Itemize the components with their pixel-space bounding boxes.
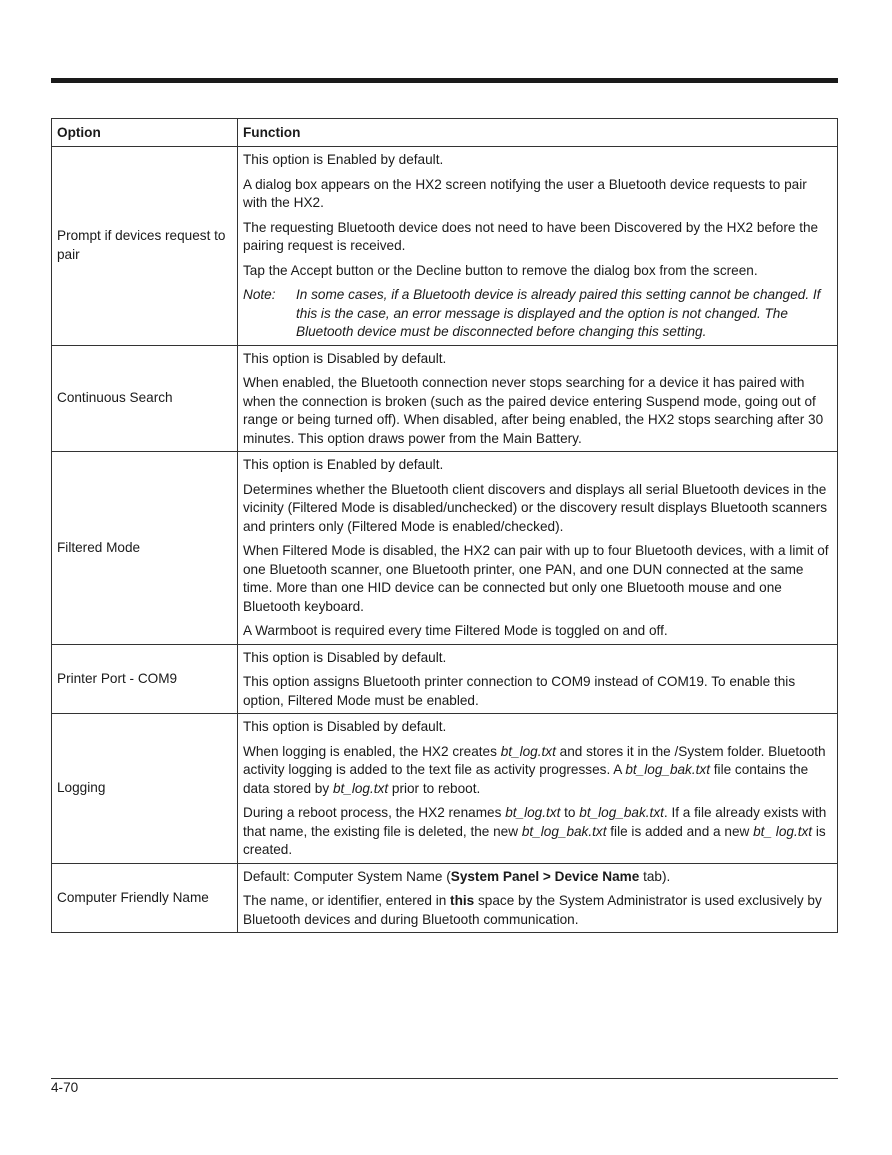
text-run: and stores it in the /System folder. Bluetooth activity logging is added to the text file as activity progresses. A [243, 743, 826, 777]
paragraph [243, 743, 833, 799]
option-name: Filtered Mode [52, 452, 238, 645]
note [243, 286, 833, 342]
paragraph: When enabled, the Bluetooth connection never stops searching for a device it has paired with when the connection is broken (such as the paired device entering Suspend mode, going out of range or being turned off). When disabled, after being enabled, the HX2 stops searching after 30 minutes. This option draws power from the Main Battery. [243, 375, 824, 446]
note-text: In some cases, if a Bluetooth device is already paired this setting cannot be changed. If this is the case, an error message is displayed and the option is not changed. The Bluetooth device must be disconnected before changing this setting. [296, 287, 821, 339]
paragraph: A dialog box appears on the HX2 screen notifying the user a Bluetooth device requests to pair with the HX2. [243, 176, 807, 210]
filename: bt_log_bak.txt [579, 805, 664, 820]
text-run: space by the System Administrator is used exclusively by Bluetooth devices and during Bluetooth communication. [243, 893, 822, 927]
function-cell [238, 863, 838, 933]
option-name: Computer Friendly Name [52, 863, 238, 933]
menu-path: System Panel > Device Name [450, 868, 640, 884]
paragraph: This option is Disabled by default. [243, 649, 447, 665]
paragraph: This option is Disabled by default. [243, 350, 447, 366]
paragraph: Tap the Accept button or the Decline button to remove the dialog box from the screen. [243, 262, 758, 278]
text-run: to [560, 805, 580, 820]
table-row [52, 644, 838, 714]
paragraph: The requesting Bluetooth device does not need to have been Discovered by the HX2 before the pairing request is received. [243, 219, 819, 253]
function-cell [238, 714, 838, 864]
options-table [51, 118, 838, 933]
note-label: Note: [243, 287, 276, 302]
emphasis: this [450, 893, 475, 908]
table-row [52, 863, 838, 933]
paragraph: This option is Enabled by default. [243, 152, 444, 167]
function-cell [238, 147, 838, 346]
text-run: is created. [243, 823, 826, 857]
text-run: The name, or identifier, entered in [243, 893, 451, 908]
text-run: During a reboot process, the HX2 renames [243, 805, 506, 820]
paragraph: This option is Enabled by default. [243, 457, 444, 472]
filename: bt_log_bak.txt [521, 823, 607, 839]
paragraph [243, 892, 833, 929]
text-run: prior to reboot. [388, 780, 481, 796]
filename: bt_ log.txt [753, 823, 813, 839]
table-row [52, 452, 838, 645]
paragraph [243, 868, 833, 887]
table-header-row [52, 119, 838, 147]
header-option: Option [52, 119, 238, 147]
text-run: file contains the data stored by [243, 762, 809, 796]
text-run: tab). [639, 868, 671, 884]
filename: bt_log_bak.txt [625, 762, 710, 777]
filename: bt_log.txt [505, 805, 561, 820]
text-run: When logging is enabled, the HX2 creates [243, 743, 501, 759]
function-cell [238, 452, 838, 645]
paragraph [243, 804, 833, 860]
table-row [52, 147, 838, 346]
option-name: Continuous Search [52, 345, 238, 452]
table-row [52, 714, 838, 864]
option-name: Logging [52, 714, 238, 864]
paragraph: This option assigns Bluetooth printer connection to COM9 instead of COM19. To enable this option, Filtered Mode must be enabled. [243, 674, 796, 708]
table-row [52, 345, 838, 452]
function-cell [238, 345, 838, 452]
text-run: . If a file already exists with that name, the existing file is deleted, the new [243, 805, 827, 839]
text-run: file is added and a new [606, 823, 754, 839]
header-rule [51, 78, 838, 83]
paragraph: When Filtered Mode is disabled, the HX2 can pair with up to four Bluetooth devices, with a limit of one Bluetooth scanner, one Bluetooth printer, one PAN, and one DUN connected at the same time. More than one HID device can be connected but only one Bluetooth mouse and one Bluetooth keyboard. [243, 543, 829, 614]
paragraph: This option is Disabled by default. [243, 719, 447, 734]
page-number: 4-70 [51, 1080, 79, 1095]
filename: bt_log.txt [500, 743, 556, 759]
option-name: Prompt if devices request to pair [52, 147, 238, 346]
filename: bt_log.txt [332, 780, 389, 796]
paragraph: A Warmboot is required every time Filtered Mode is toggled on and off. [243, 623, 668, 638]
header-function: Function [238, 119, 838, 147]
paragraph: Determines whether the Bluetooth client discovers and displays all serial Bluetooth devices in the vicinity (Filtered Mode is disabled/unchecked) or the discovery result displays Bluetooth scanners and printers only (Filtered Mode is enabled/checked). [243, 481, 828, 534]
function-cell [238, 644, 838, 714]
option-name: Printer Port - COM9 [52, 644, 238, 714]
footer-rule [51, 1078, 838, 1079]
text-run: Default: Computer System Name ( [243, 868, 451, 884]
